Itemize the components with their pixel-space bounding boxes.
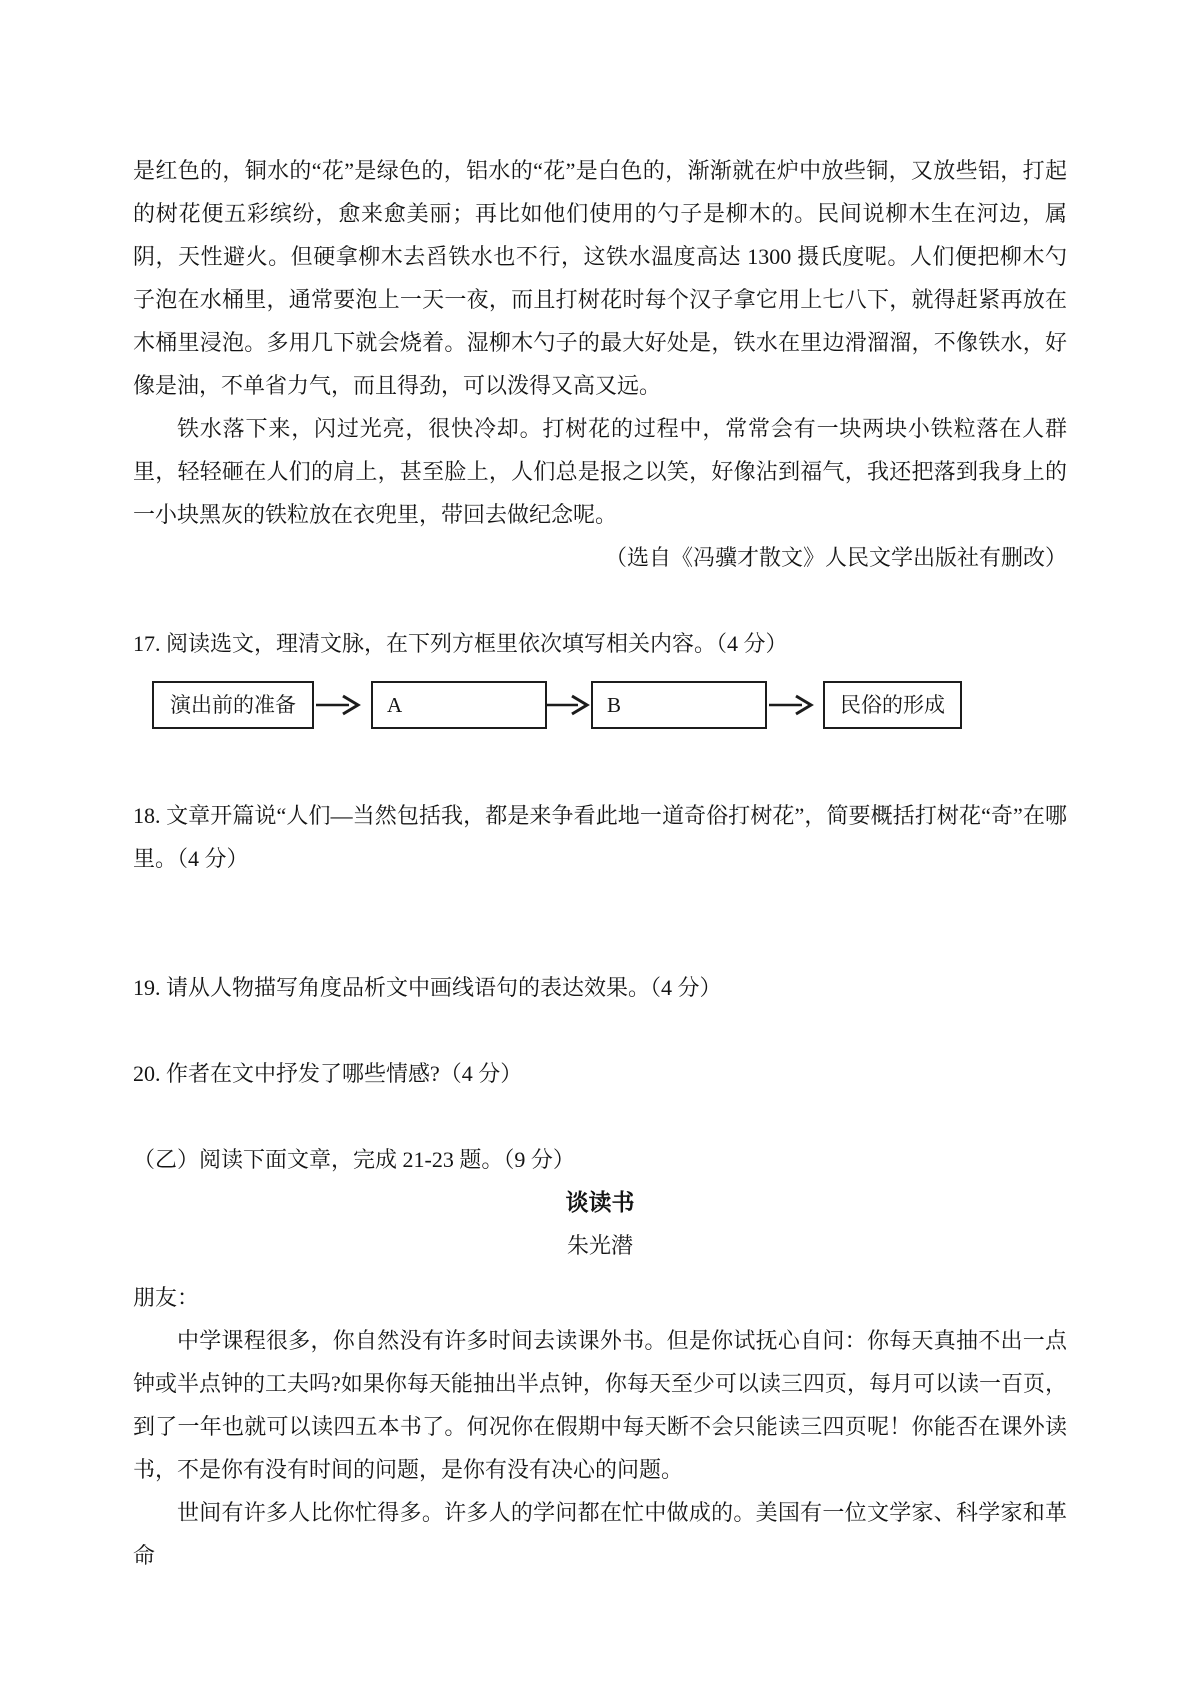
flow-box-preparation-label: 演出前的准备 xyxy=(170,692,296,717)
passage-a-paragraph-2: 铁水落下来，闪过光亮，很快冷却。打树花的过程中，常常会有一块两块小铁粒落在人群里，轻轻砸在人们的肩上，甚至脸上，人们总是报之以笑，好像沾到福气，我还把落到我身上的一小块黑灰的铁粒放在衣兜里，带回去做纪念呢。 xyxy=(133,416,1067,527)
question-17-flowchart xyxy=(133,681,1067,729)
passage-a-source: （选自《冯骥才散文》人民文学出版社有删改） xyxy=(604,545,1067,570)
passage-b-title: 谈读书 xyxy=(565,1190,635,1215)
flow-box-custom-formation-label: 民俗的形成 xyxy=(840,692,945,717)
passage-b-author: 朱光潜 xyxy=(566,1233,633,1258)
right-arrow-icon xyxy=(768,693,814,717)
flow-box-custom-formation xyxy=(823,681,962,729)
question-18: 18. 文章开篇说“人们—当然包括我，都是来争看此地一道奇俗打树花”，简要概括打树花“奇”在哪里。（4 分） xyxy=(133,803,1067,871)
question-20: 20. 作者在文中抒发了哪些情感?（4 分） xyxy=(133,1061,523,1086)
flow-box-answer-b xyxy=(591,681,767,729)
passage-b-intro: （乙）阅读下面文章，完成 21-23 题。（9 分） xyxy=(133,1147,575,1172)
flow-box-preparation xyxy=(152,681,314,729)
page-content xyxy=(133,149,1067,1577)
question-17: 17. 阅读选文，理清文脉，在下列方框里依次填写相关内容。（4 分） xyxy=(133,631,788,656)
passage-b-paragraph-1: 中学课程很多，你自然没有许多时间去读课外书。但是你试抚心自问：你每天真抽不出一点钟或半点钟的工夫吗?如果你每天能抽出半点钟，你每天至少可以读三四页，每月可以读一百页，到了一年也就可以读四五本书了。何况你在假期中每天断不会只能读三四页呢！你能否在课外读书，不是你有没有时间的问题，是你有没有决心的问题。 xyxy=(133,1328,1067,1482)
passage-b-paragraph-2: 世间有许多人比你忙得多。许多人的学问都在忙中做成的。美国有一位文学家、科学家和革命 xyxy=(133,1500,1067,1568)
passage-b-salutation: 朋友： xyxy=(133,1285,200,1310)
question-19: 19. 请从人物描写角度品析文中画线语句的表达效果。（4 分） xyxy=(133,975,722,1000)
passage-a-paragraph-1: 是红色的，铜水的“花”是绿色的，铝水的“花”是白色的，渐渐就在炉中放些铜，又放些铝，打起的树花便五彩缤纷，愈来愈美丽；再比如他们使用的勺子是柳木的。民间说柳木生在河边，属阴，天性避火。但硬拿柳木去舀铁水也不行，这铁水温度高达 1300 摄氏度呢。人们便把柳木勺子泡在水桶里，通常要泡上一天一夜，而且打树花时每个汉子拿它用上七八下，就得赶紧再放在木桶里浸泡。多用几下就会烧着。湿柳木勺子的最大好处是，铁水在里边滑溜溜，不像铁水，好像是油，不单省力气，而且得劲，可以泼得又高又远。 xyxy=(133,158,1067,398)
right-arrow-icon xyxy=(315,693,361,717)
flow-box-answer-a-label: A xyxy=(387,692,403,717)
flow-box-answer-a xyxy=(371,681,547,729)
right-arrow-icon xyxy=(544,693,590,717)
flow-box-answer-b-label: B xyxy=(607,692,622,717)
